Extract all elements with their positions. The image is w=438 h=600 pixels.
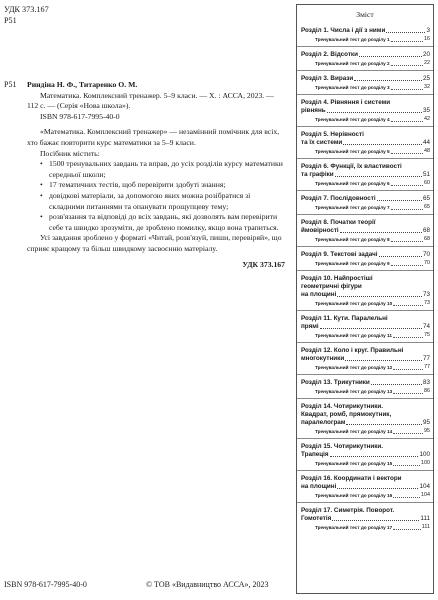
toc-page-number: 73: [422, 291, 430, 298]
toc-test-entry[interactable]: [301, 524, 430, 531]
udk-header: [4, 5, 49, 26]
dot-leader: [393, 305, 423, 306]
toc-test-entry[interactable]: [301, 428, 430, 435]
dot-leader: [391, 241, 423, 242]
toc-section-title-line: Розділ 10. Найпростіші: [301, 275, 373, 282]
toc-section: [297, 126, 433, 158]
toc-section: [297, 310, 433, 342]
toc-test-title: Тренувальний тест до розділу 2: [315, 61, 390, 66]
toc-section: [297, 502, 433, 534]
dot-leader: [391, 121, 423, 122]
toc-section-title-line: Розділ 16. Координати і вектори: [301, 475, 402, 482]
dot-leader: [393, 433, 423, 434]
toc-test-page-number: 111: [421, 524, 430, 530]
toc-test-entry[interactable]: [301, 300, 430, 307]
card-annotation: «Математика. Комплексний тренажер» — незамінний помічник для всіх, хто бажає повторити курс математики за 5–9 класи.: [27, 127, 280, 147]
dot-leader: [391, 65, 423, 66]
toc-section-title-line: Розділ 8. Початки теорії: [301, 219, 376, 226]
dot-leader: [391, 209, 423, 210]
toc-test-page-number: 100: [421, 460, 430, 466]
toc-test-title: Тренувальний тест до розділу 10: [315, 301, 393, 306]
toc-test-entry[interactable]: [301, 364, 430, 371]
toc-test-title: Тренувальний тест до розділу 1: [315, 37, 390, 42]
dot-leader: [337, 296, 422, 297]
dot-leader: [345, 360, 422, 361]
dot-leader: [393, 369, 423, 370]
toc-section: [297, 158, 433, 190]
toc-test-entry[interactable]: [301, 148, 430, 155]
toc-page-number: 104: [419, 483, 430, 490]
toc-test-page-number: 73: [424, 300, 430, 306]
dot-leader: [391, 265, 423, 266]
toc-section-title: многокутники: [301, 355, 345, 362]
dot-leader: [327, 112, 422, 113]
toc-section-title-line: Розділ 6. Функції, їх властивості: [301, 163, 402, 170]
toc-list: [297, 23, 433, 534]
dot-leader: [330, 456, 419, 457]
toc-test-title: Тренувальний тест до розділу 8: [315, 237, 390, 242]
toc-test-page-number: 86: [424, 388, 430, 394]
toc-section-entry[interactable]: [301, 139, 430, 147]
toc-page-number: 95: [422, 419, 430, 426]
toc-test-title: Тренувальний тест до розділу 14: [315, 429, 393, 434]
toc-section-entry[interactable]: [301, 171, 430, 179]
dot-leader: [320, 328, 422, 329]
toc-section-entry[interactable]: [301, 195, 430, 203]
toc-test-entry[interactable]: [301, 84, 430, 91]
card-closing: Усі завдання зроблено у форматі «Читай, розв'язуй, пиши, перевіряй», що сприяє кращому та більш швидкому засвоєнню матеріалу.: [27, 233, 282, 253]
table-of-contents: [296, 4, 434, 594]
toc-section: [297, 398, 433, 438]
toc-section-entry[interactable]: [301, 379, 430, 387]
toc-page-number: 77: [422, 355, 430, 362]
toc-test-title: Тренувальний тест до розділу 4: [315, 117, 390, 122]
dot-leader: [377, 200, 422, 201]
toc-page-number: 25: [422, 75, 430, 82]
dot-leader: [391, 41, 423, 42]
dot-leader: [393, 497, 420, 498]
toc-section-title-line: геометричні фігури: [301, 283, 362, 290]
library-code: Р51: [4, 15, 17, 25]
footer-isbn: ISBN 978-617-7995-40-0: [4, 580, 87, 589]
dot-leader: [340, 232, 422, 233]
dot-leader: [343, 144, 422, 145]
toc-section-title: Трапеція: [301, 451, 329, 458]
toc-section-title: та графіки: [301, 171, 334, 178]
toc-test-entry[interactable]: [301, 204, 430, 211]
toc-page-number: 35: [422, 107, 430, 114]
catalog-card: [27, 80, 285, 270]
toc-section-entry[interactable]: [301, 75, 430, 83]
toc-section-title: паралелограм: [301, 419, 346, 426]
toc-section-title-line: Квадрат, ромб, прямокутник,: [301, 411, 392, 418]
dot-leader: [346, 424, 422, 425]
dot-leader: [337, 488, 418, 489]
toc-test-page-number: 32: [424, 84, 430, 90]
toc-test-title: Тренувальний тест до розділу 7: [315, 205, 390, 210]
toc-section-entry[interactable]: [301, 451, 430, 459]
toc-test-entry[interactable]: [301, 236, 430, 243]
toc-test-page-number: 16: [424, 36, 430, 42]
toc-section-entry[interactable]: [301, 27, 430, 35]
toc-test-entry[interactable]: [301, 36, 430, 43]
toc-test-page-number: 104: [421, 492, 430, 498]
toc-section-entry[interactable]: [301, 355, 430, 363]
toc-test-title: Тренувальний тест до розділу 3: [315, 85, 390, 90]
toc-test-entry[interactable]: [301, 116, 430, 123]
toc-section: [297, 438, 433, 470]
toc-section-title-line: Розділ 12. Коло і круг. Правильні: [301, 347, 404, 354]
toc-section-title: Розділ 1. Числа і дії з ними: [301, 27, 386, 34]
dot-leader: [371, 384, 422, 385]
toc-test-title: Тренувальний тест до розділу 15: [315, 461, 393, 466]
toc-section: [297, 246, 433, 270]
card-contents-list: [27, 159, 285, 233]
toc-test-page-number: 65: [424, 204, 430, 210]
toc-test-entry[interactable]: [301, 332, 430, 339]
toc-test-page-number: 77: [424, 364, 430, 370]
toc-section-title-line: Розділ 15. Чотирикутники.: [301, 443, 383, 450]
dot-leader: [393, 337, 423, 338]
toc-page-number: 70: [422, 251, 430, 258]
toc-test-title: Тренувальний тест до розділу 5: [315, 149, 390, 154]
toc-test-entry[interactable]: [301, 180, 430, 187]
card-authors: Риндіна Н. Ф., Титаренко О. М.: [27, 80, 138, 89]
toc-test-entry[interactable]: [301, 388, 430, 395]
toc-section: [297, 470, 433, 502]
toc-page-number: 51: [422, 171, 430, 178]
toc-section: [297, 270, 433, 310]
toc-page-number: 20: [422, 51, 430, 58]
toc-section: [297, 94, 433, 126]
toc-test-title: Тренувальний тест до розділу 9: [315, 261, 390, 266]
toc-section-title: прямі: [301, 323, 319, 330]
list-item: • 17 тематичних тестів, щоб перевірити здобуті знання;: [40, 180, 285, 191]
toc-test-title: Тренувальний тест до розділу 16: [315, 493, 393, 498]
toc-section-title-line: Розділ 4. Рівняння і системи: [301, 99, 391, 106]
toc-section-entry[interactable]: [301, 107, 430, 115]
toc-section-title: на площині: [301, 291, 337, 298]
dot-leader: [379, 256, 422, 257]
toc-section-title: рівнянь: [301, 107, 326, 114]
toc-test-title: Тренувальний тест до розділу 12: [315, 365, 393, 370]
toc-test-title: Тренувальний тест до розділу 17: [315, 525, 393, 530]
toc-section-entry[interactable]: [301, 291, 430, 299]
toc-test-page-number: 42: [424, 116, 430, 122]
toc-section-title: Розділ 13. Трикутники: [301, 379, 370, 386]
dot-leader: [391, 185, 423, 186]
toc-test-entry[interactable]: [301, 460, 430, 467]
dot-leader: [359, 56, 422, 57]
toc-section-entry[interactable]: [301, 251, 430, 259]
list-item: • 1500 тренувальних завдань та вправ, до усіх розділів курсу математики середньої школи;: [40, 159, 285, 180]
dot-leader: [393, 529, 421, 530]
toc-test-page-number: 48: [424, 148, 430, 154]
toc-section: [297, 23, 433, 46]
toc-section: [297, 342, 433, 374]
toc-section-title-line: Розділ 14. Чотирикутники.: [301, 403, 383, 410]
udk-bottom: УДК 373.167: [242, 259, 285, 269]
toc-test-title: Тренувальний тест до розділу 11: [315, 333, 393, 338]
toc-section-title-line: Розділ 11. Кути. Паралельні: [301, 315, 388, 322]
dot-leader: [393, 393, 423, 394]
list-item: • довідкові матеріали, за допомогою яких можна розібратися зі складними питаннями та опанувати прощупцеву тему;: [40, 191, 285, 212]
card-contains-intro: Посібник містить:: [40, 148, 100, 158]
toc-section-title: Розділ 7. Послідовності: [301, 195, 376, 202]
toc-page-number: 68: [422, 227, 430, 234]
toc-section-title-line: Розділ 17. Симетрія. Поворот.: [301, 507, 395, 514]
toc-section-entry[interactable]: [301, 515, 430, 523]
toc-section-entry[interactable]: [301, 51, 430, 59]
dot-leader: [391, 153, 423, 154]
toc-page-number: 100: [419, 451, 430, 458]
dot-leader: [391, 89, 423, 90]
toc-section-title: Розділ 2. Відсотки: [301, 51, 358, 58]
dot-leader: [386, 32, 425, 33]
udk-code: УДК 373.167: [4, 5, 49, 14]
dot-leader: [332, 520, 419, 521]
toc-test-entry[interactable]: [301, 60, 430, 67]
toc-section-title-line: Розділ 5. Нерівності: [301, 131, 364, 138]
toc-test-page-number: 22: [424, 60, 430, 66]
toc-section-entry[interactable]: [301, 323, 430, 331]
toc-test-entry[interactable]: [301, 260, 430, 267]
toc-page-number: 65: [422, 195, 430, 202]
toc-page-number: 3: [426, 27, 430, 34]
toc-section-title: Гомотетія: [301, 515, 332, 522]
dot-leader: [354, 80, 422, 81]
toc-section-title: ймовірності: [301, 227, 339, 234]
list-item: • розв'язання та відповіді до всіх завдань, які дозволять вам перевірити себе та швидко зрозуміти, де зроблено помилку, якщо вона трапиться.: [40, 212, 285, 233]
toc-title: Зміст: [356, 10, 374, 19]
toc-page-number: 83: [422, 379, 430, 386]
dot-leader: [393, 465, 420, 466]
toc-test-page-number: 75: [424, 332, 430, 338]
dot-leader: [335, 176, 422, 177]
toc-test-page-number: 95: [424, 428, 430, 434]
toc-section-title: Розділ 3. Вирази: [301, 75, 354, 82]
toc-section-title: та їх системи: [301, 139, 343, 146]
card-library-code: Р51: [4, 80, 17, 89]
toc-test-entry[interactable]: [301, 492, 430, 499]
toc-section-entry[interactable]: [301, 419, 430, 427]
toc-test-title: Тренувальний тест до розділу 6: [315, 181, 390, 186]
toc-section-entry[interactable]: [301, 227, 430, 235]
toc-section-title: Розділ 9. Текстові задачі: [301, 251, 378, 258]
card-description: Математика. Комплексний тренажер. 5–9 класи. — Х. : АССА, 2023. — 112 с. — (Серія «Нова школа»).: [27, 90, 274, 111]
toc-section-entry[interactable]: [301, 483, 430, 491]
toc-page-number: 74: [422, 323, 430, 330]
toc-page-number: 111: [420, 515, 430, 522]
toc-test-page-number: 70: [424, 260, 430, 266]
toc-section: [297, 374, 433, 398]
toc-section: [297, 214, 433, 246]
toc-test-page-number: 60: [424, 180, 430, 186]
toc-section: [297, 190, 433, 214]
card-isbn: ISBN 978-617-7995-40-0: [40, 111, 120, 121]
toc-section: [297, 70, 433, 94]
toc-section: [297, 46, 433, 70]
toc-test-title: Тренувальний тест до розділу 13: [315, 389, 393, 394]
toc-page-number: 44: [422, 139, 430, 146]
toc-section-title: на площині: [301, 483, 337, 490]
toc-test-page-number: 68: [424, 236, 430, 242]
footer-copyright: © ТОВ «Видавництво АССА», 2023: [146, 580, 269, 589]
